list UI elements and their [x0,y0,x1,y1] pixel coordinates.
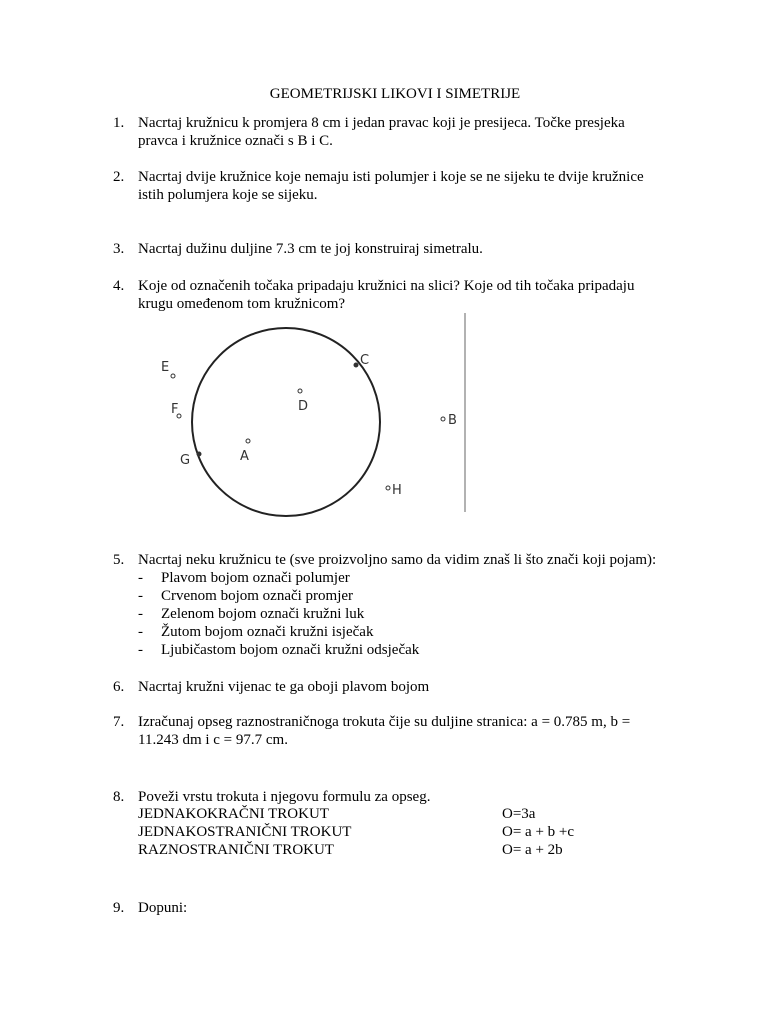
task-text-line: Nacrtaj dvije kružnice koje nemaju isti polumjer i koje se ne sijeku te dvije kružnice [138,169,644,185]
circle-figure [150,310,480,520]
task-text-line: Nacrtaj dužinu duljine 7.3 cm te joj konstruiraj simetralu. [138,241,483,257]
task-text-line: Nacrtaj kružni vijenac te ga oboji plavom bojom [138,679,430,695]
page-title: GEOMETRIJSKI LIKOVI I SIMETRIJE [269,86,521,102]
task-number: 3. [113,241,125,257]
point-d [298,389,302,393]
task-number: 6. [113,679,125,695]
task-5 [113,551,693,661]
task-number: 4. [113,278,125,294]
point-label-h: H [392,483,402,498]
task-text-line: istih polumjera koje se sijeku. [138,187,318,203]
task-text-line: Nacrtaj kružnicu k promjera 8 cm i jedan pravac koji je presijeca. Točke presjeka [138,115,625,131]
bullet-dash: - [138,642,143,658]
task-text-line: Izračunaj opseg raznostraničnoga trokuta čije su duljine stranica: a = 0.785 m, b = [138,714,631,730]
circle-k [192,328,380,516]
point-label-g: G [180,453,191,468]
point-h [386,486,390,490]
point-c [354,363,358,367]
sub-task: Ljubičastom bojom označi kružni odsječak [161,642,420,658]
sub-task: Zelenom bojom označi kružni luk [161,606,365,622]
point-e [171,374,175,378]
bullet-dash: - [138,570,143,586]
point-label-a: A [240,449,249,464]
triangle-type: JEDNAKOKRAČNI TROKUT [138,806,329,822]
perimeter-formula: O= a + 2b [502,842,563,858]
task-text-line: 11.243 dm i c = 97.7 cm. [138,732,288,748]
task-text-line: Dopuni: [138,900,188,916]
task-number: 9. [113,900,125,916]
task-number: 5. [113,552,125,568]
task-text-line: krugu omeđenom tom kružnicom? [138,296,346,312]
task-text-line: Nacrtaj neku kružnicu te (sve proizvoljno samo da vidim znaš li što znači koji pojam): [138,552,657,568]
perimeter-formula: O= a + b +c [502,824,575,840]
point-label-d: D [298,399,309,414]
task-number: 7. [113,714,125,730]
bullet-dash: - [138,624,143,640]
point-b [441,417,445,421]
task-number: 1. [113,115,125,131]
bullet-dash: - [138,606,143,622]
triangle-type: RAZNOSTRANIČNI TROKUT [138,842,334,858]
point-a [246,439,250,443]
task-text-line: pravca i kružnice označi s B i C. [138,133,333,149]
point-label-e: E [161,360,170,375]
point-g [197,452,201,456]
perimeter-formula: O=3a [502,806,536,822]
task-text-line: Koje od označenih točaka pripadaju kružnici na slici? Koje od tih točaka pripadaju [138,278,635,294]
task-number: 8. [113,789,125,805]
sub-task: Žutom bojom označi kružni isječak [161,624,374,640]
sub-task: Plavom bojom označi polumjer [161,570,350,586]
task-text-line: Poveži vrstu trokuta i njegovu formulu za opseg. [138,789,431,805]
point-label-b: B [448,413,457,428]
point-label-c: C [360,353,370,368]
task-number: 2. [113,169,125,185]
point-label-f: F [171,402,179,417]
sub-task: Crvenom bojom označi promjer [161,588,354,604]
bullet-dash: - [138,588,143,604]
triangle-type: JEDNAKOSTRANIČNI TROKUT [138,824,352,840]
